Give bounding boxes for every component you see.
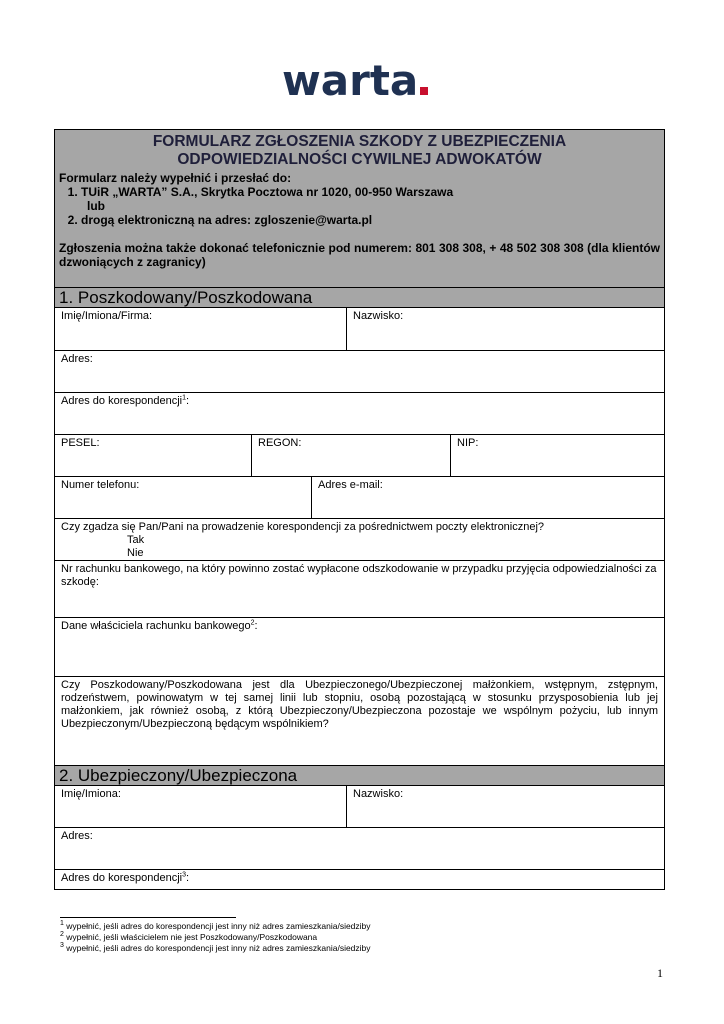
submission-info — [55, 171, 664, 288]
insured-correspondence-field[interactable]: Adres do korespondencji$^3$: — [61, 871, 190, 884]
email-field[interactable]: Adres e-mail: — [311, 477, 664, 518]
title-line-2: ODPOWIEDZIALNOŚCI CYWILNEJ ADWOKATÓW — [177, 151, 542, 168]
insured-address-field[interactable]: Adres: — [55, 828, 664, 870]
address-field[interactable]: Adres: — [55, 351, 664, 393]
nip-field[interactable]: NIP: — [450, 435, 664, 476]
phone-field[interactable]: Numer telefonu: — [61, 479, 140, 491]
row-contact — [55, 477, 664, 519]
address-option-2: 2. drogą elektroniczną na adres: zgloszenie@warta.pl — [81, 213, 660, 227]
row-name — [55, 308, 664, 351]
page-number: 1 — [657, 966, 663, 980]
row-insured-name — [55, 786, 664, 828]
email-consent-question: Czy zgadza się Pan/Pani na prowadzenie korespondencji za pośrednictwem poczty elektronicznej? — [61, 521, 545, 533]
row-ids — [55, 435, 664, 477]
pesel-field[interactable]: PESEL: — [61, 437, 100, 449]
section-2-heading: 2. Ubezpieczony/Ubezpieczona — [55, 766, 664, 786]
footnote-3: $^3$ wypełnić, jeśli adres do korespondencji jest inny niż adres zamieszkania/siedziby — [60, 942, 371, 953]
claim-form — [54, 129, 665, 890]
footnote-divider — [60, 917, 236, 918]
email-consent — [55, 519, 664, 561]
warta-logo: warta — [282, 56, 442, 106]
insured-surname-field[interactable]: Nazwisko: — [346, 786, 664, 827]
footnote-1: $^1$ wypełnić, jeśli adres do korespondencji jest inny niż adres zamieszkania/siedziby — [60, 920, 371, 931]
section-1-heading: 1. Poszkodowany/Poszkodowana — [55, 288, 664, 308]
insured-name-field[interactable]: Imię/Imiona: — [61, 788, 121, 800]
relation-question[interactable]: Czy Poszkodowany/Poszkodowana jest dla Ubezpieczonego/Ubezpieczonej małżonkiem, wstępnym, zstępnym, rodzeństwem, powinowatym w tej samej linii lub stopniu, osobą pozostającą w stosunku przysposobienia lub jej małżonkiem, jak również osobą, z którą Ubezpieczony/Ubezpieczona pozostaje we wspólnym pożyciu, lub innym Ubezpieczonym/Ubezpieczoną będącym wspólnikiem? — [55, 677, 664, 766]
address-option-1: 1. TUiR „WARTA” S.A., Skrytka Pocztowa nr 1020, 00-950 Warszawa lub — [81, 185, 660, 213]
bank-account-field[interactable]: Nr rachunku bankowego, na który powinno zostać wypłacone odszkodowanie w przypadku przyjęcia odpowiedzialności za szkodę: — [55, 561, 664, 618]
correspondence-address-field[interactable]: Adres do korespondencji$^1$: — [55, 393, 664, 435]
name-field[interactable]: Imię/Imiona/Firma: — [61, 310, 153, 322]
surname-field[interactable]: Nazwisko: — [346, 308, 664, 350]
logo-dot — [420, 87, 428, 95]
intro-text: Formularz należy wypełnić i przesłać do: — [59, 171, 292, 185]
account-owner-field[interactable]: Dane właściciela rachunku bankowego$^2$: — [55, 618, 664, 677]
or-text: lub — [87, 199, 105, 213]
regon-field[interactable]: REGON: — [251, 435, 450, 476]
consent-yes-option[interactable]: Tak — [127, 534, 145, 546]
consent-no-option[interactable]: Nie — [127, 547, 144, 559]
title-line-1: FORMULARZ ZGŁOSZENIA SZKODY Z UBEZPIECZENIA — [152, 133, 567, 150]
phone-note: Zgłoszenia można także dokonać telefonicznie pod numerem: 801 308 308, + 48 502 308 308 (dla klientów dzwoniących z zagranicy) — [59, 241, 660, 269]
footnote-2: $^2$ wypełnić, jeśli właścicielem nie jest Poszkodowany/Poszkodowana — [60, 931, 318, 942]
form-title — [55, 130, 664, 171]
